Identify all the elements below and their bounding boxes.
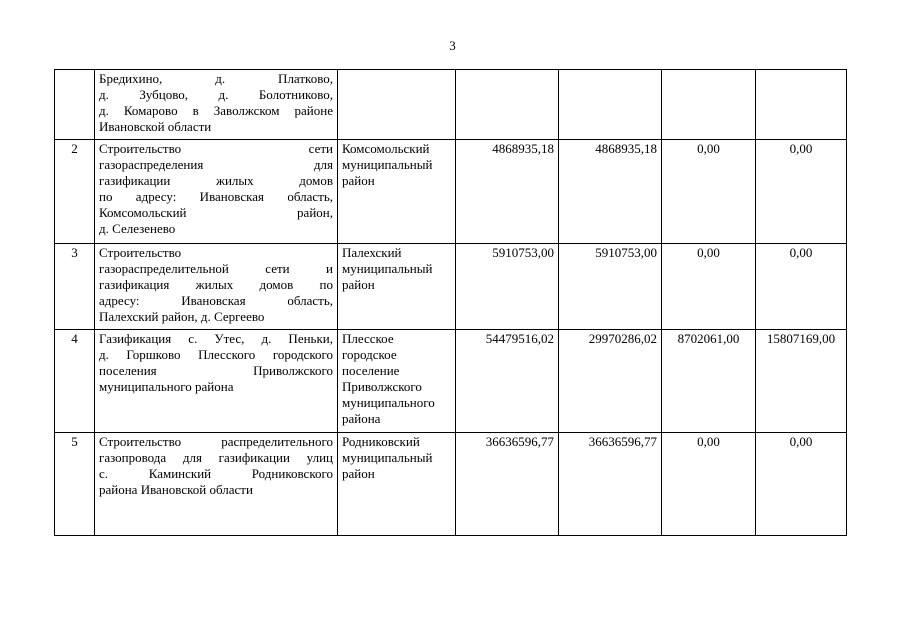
amount-2-cell <box>662 70 756 140</box>
district-cell <box>338 70 456 140</box>
row-number-cell: 3 <box>55 244 95 330</box>
total-amount-cell: 54479516,02 <box>456 330 559 433</box>
object-name-line: Комсомольский район, <box>99 205 333 220</box>
district-line: муниципальный <box>342 157 433 172</box>
amount-1-cell: 5910753,00 <box>559 244 662 330</box>
objects-table <box>54 69 847 536</box>
district-line: муниципальный <box>342 261 433 276</box>
object-name-line: д. Зубцово, д. Болотниково, <box>99 87 333 102</box>
district-line: Палехский <box>342 245 402 260</box>
object-name-line: газопровода для газификации улиц <box>99 450 333 465</box>
object-name-line: газификация жилых домов по <box>99 277 333 292</box>
object-name-line: района Ивановской области <box>99 482 253 497</box>
amount-2-cell: 0,00 <box>662 433 756 536</box>
district-line: муниципального <box>342 395 435 410</box>
total-amount-cell: 5910753,00 <box>456 244 559 330</box>
district-line: Приволжского <box>342 379 422 394</box>
amount-1-cell: 36636596,77 <box>559 433 662 536</box>
object-name-cell <box>95 70 338 140</box>
object-name-cell <box>95 330 338 433</box>
object-name-line: д. Горшково Плесского городского <box>99 347 333 362</box>
row-number-cell <box>55 70 95 140</box>
amount-1-cell <box>559 70 662 140</box>
district-line: муниципальный <box>342 450 433 465</box>
district-cell <box>338 433 456 536</box>
amount-2-cell: 8702061,00 <box>662 330 756 433</box>
row-number-cell: 5 <box>55 433 95 536</box>
object-name-line: д. Селезенево <box>99 221 176 236</box>
amount-3-cell: 15807169,00 <box>756 330 847 433</box>
total-amount-cell: 4868935,18 <box>456 140 559 244</box>
district-line: Плесское <box>342 331 394 346</box>
object-name-line: Бредихино, д. Платково, <box>99 71 333 86</box>
table-row <box>55 433 847 536</box>
amount-3-cell: 0,00 <box>756 433 847 536</box>
table-row <box>55 70 847 140</box>
district-line: район <box>342 277 375 292</box>
row-number-cell: 4 <box>55 330 95 433</box>
object-name-line: муниципального района <box>99 379 234 394</box>
row-number-cell: 2 <box>55 140 95 244</box>
object-name-line: Палехский район, д. Сергеево <box>99 309 265 324</box>
amount-3-cell: 0,00 <box>756 244 847 330</box>
district-line: городское <box>342 347 397 362</box>
district-cell <box>338 330 456 433</box>
table-row <box>55 244 847 330</box>
district-cell <box>338 244 456 330</box>
object-name-line: Строительство <box>99 245 182 260</box>
district-line: района <box>342 411 381 426</box>
object-name-line: Газификация с. Утес, д. Пеньки, <box>99 331 333 346</box>
amount-1-cell: 4868935,18 <box>559 140 662 244</box>
district-line: район <box>342 173 375 188</box>
amount-3-cell <box>756 70 847 140</box>
district-line: поселение <box>342 363 400 378</box>
object-name-line: газификации жилых домов <box>99 173 333 188</box>
district-line: Комсомольский <box>342 141 430 156</box>
object-name-line: Строительство распределительного <box>99 434 333 449</box>
district-cell <box>338 140 456 244</box>
object-name-line: газораспределения для <box>99 157 333 172</box>
object-name-line: Ивановской области <box>99 119 212 134</box>
object-name-line: Строительство сети <box>99 141 333 156</box>
object-name-line: д. Комарово в Заволжском районе <box>99 103 333 118</box>
object-name-line: газораспределительной сети и <box>99 261 333 276</box>
object-name-cell <box>95 244 338 330</box>
district-line: район <box>342 466 375 481</box>
table-row <box>55 140 847 244</box>
amount-2-cell: 0,00 <box>662 244 756 330</box>
object-name-line: по адресу: Ивановская область, <box>99 189 333 204</box>
object-name-line: поселения Приволжского <box>99 363 333 378</box>
object-name-line: адресу: Ивановская область, <box>99 293 333 308</box>
amount-3-cell: 0,00 <box>756 140 847 244</box>
amount-2-cell: 0,00 <box>662 140 756 244</box>
object-name-cell <box>95 433 338 536</box>
object-name-cell <box>95 140 338 244</box>
object-name-line: с. Каминский Родниковского <box>99 466 333 481</box>
amount-1-cell: 29970286,02 <box>559 330 662 433</box>
total-amount-cell <box>456 70 559 140</box>
total-amount-cell: 36636596,77 <box>456 433 559 536</box>
table-row <box>55 330 847 433</box>
district-line: Родниковский <box>342 434 420 449</box>
page-number: 3 <box>449 38 456 53</box>
